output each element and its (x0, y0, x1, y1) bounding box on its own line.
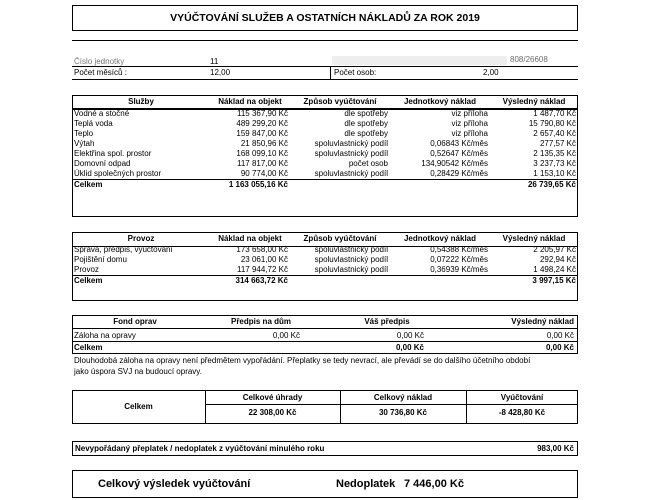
row-method: spoluvlastnický podíl (314, 255, 388, 264)
table-row (72, 159, 578, 169)
row-result: 15 790,80 Kč (528, 119, 576, 128)
result-header: Výsledný náklad (502, 234, 566, 243)
final-kind: Nedoplatek (336, 478, 396, 490)
summary-h2: Celkový náklad (373, 393, 433, 402)
row-result: 2 135,35 Kč (533, 149, 576, 158)
persons-label: Počet osob: (334, 68, 377, 77)
services-table (72, 96, 578, 190)
result-header: Výsledný náklad (502, 97, 566, 106)
table-row (72, 255, 578, 265)
table-row (72, 149, 578, 159)
row-cost: 115 367,90 Kč (236, 109, 288, 118)
row-label: Pojištění domu (74, 255, 127, 264)
row-unit-cost: viz příloha (451, 109, 488, 118)
row-unit-cost: 0,54388 Kč/měs (430, 245, 488, 254)
services-header: Služby (128, 97, 154, 106)
info-vsep-1 (330, 66, 331, 79)
total-cost: 314 663,72 Kč (210, 276, 290, 287)
row-method: spoluvlastnický podíl (314, 265, 388, 274)
services-header-row (72, 96, 578, 109)
yours-header: Váš předpis (364, 317, 410, 326)
summary-mid-line (205, 404, 578, 405)
final-label: Celkový výsledek vyúčtování (98, 478, 251, 490)
repair-total-yours: 0,00 Kč (395, 343, 424, 352)
row-unit-cost: 0,06843 Kč/měs (430, 139, 488, 148)
row-label: Úklid společných prostor (74, 169, 162, 178)
unit-cost-header: Jednotkový náklad (403, 234, 477, 243)
row-cost: 21 850,96 Kč (240, 139, 288, 148)
row-unit-cost: 0,07222 Kč/měs (430, 255, 488, 264)
total-result: 26 739,65 Kč (490, 180, 578, 191)
cost-header: Náklad na objekt (218, 234, 282, 243)
unit-value: 11 (210, 57, 219, 66)
months-value: 12,00 (210, 68, 231, 77)
total-label: Celkem (72, 180, 210, 191)
total-label: Celkem (72, 276, 210, 287)
info-line-1 (72, 66, 578, 67)
operation-header-row (72, 233, 578, 245)
row-label: Výtah (74, 139, 95, 148)
operation-table (72, 233, 578, 286)
row-result: 2 205,97 Kč (533, 245, 576, 254)
table-row (72, 119, 578, 129)
row-unit-cost: viz příloha (451, 129, 488, 138)
services-total-row (72, 180, 578, 191)
row-cost: 90 774,00 Kč (240, 169, 288, 178)
summary-h3: Vyúčtování (500, 393, 544, 402)
repair-fund-header: Fond oprav (113, 317, 157, 326)
total-cost: 1 163 055,16 Kč (210, 180, 290, 191)
row-method: dle spotřeby (344, 109, 388, 118)
result-header: Výsledný náklad (511, 317, 574, 326)
row-label: Provoz (74, 265, 99, 274)
page-title: VYÚČTOVÁNÍ SLUŽEB A OSTATNÍCH NÁKLADŮ ZA ROK 2019 (170, 12, 480, 24)
previous-value: 983,00 Kč (537, 444, 574, 453)
row-cost: 173 658,00 Kč (236, 245, 288, 254)
row-cost: 168 099,10 Kč (236, 149, 288, 158)
row-label: Vodné a stočné (74, 109, 130, 118)
table-row (72, 139, 578, 149)
row-cost: 117 944,72 Kč (236, 265, 288, 274)
months-label: Počet měsíců : (74, 68, 127, 77)
table-row (72, 169, 578, 180)
repair-note-line-1: Dlouhodobá záloha na opravy není předmětem vypořádání. Přeplatky se tedy nevrací, ale převádí se do dalšího účetního období (74, 356, 531, 365)
row-unit-cost: 0,28429 Kč/měs (430, 169, 488, 178)
redaction-middle (332, 56, 507, 65)
repair-total-label: Celkem (74, 343, 103, 352)
table-row (72, 265, 578, 276)
repair-row-yours: 0,00 Kč (396, 331, 424, 340)
row-result: 292,94 Kč (539, 255, 576, 264)
row-cost: 117 817,00 Kč (236, 159, 288, 168)
repair-total-result: 0,00 Kč (545, 343, 574, 352)
total-result: 3 997,15 Kč (490, 276, 578, 287)
operation-header-line (72, 246, 578, 247)
row-label: Správa, předpis, vyúčtování (74, 245, 173, 254)
row-result: 277,57 Kč (539, 139, 576, 148)
row-method: počet osob (348, 159, 388, 168)
summary-h1: Celkové úhrady (242, 393, 303, 402)
repair-total-line (72, 341, 578, 342)
row-result: 1 498,24 Kč (533, 265, 576, 274)
unit-cost-header: Jednotkový náklad (403, 97, 477, 106)
cost-header: Náklad na objekt (218, 97, 282, 106)
row-method: spoluvlastnický podíl (314, 169, 388, 178)
ref-value: 808/26608 (510, 55, 548, 64)
row-result: 3 237,73 Kč (533, 159, 576, 168)
row-result: 1 487,70 Kč (533, 109, 576, 118)
repair-header-line (72, 328, 578, 329)
repair-row-plan: 0,00 Kč (272, 331, 300, 340)
row-cost: 159 847,00 Kč (236, 129, 288, 138)
operation-header: Provoz (127, 234, 155, 243)
row-unit-cost: 134,90542 Kč/měs (421, 159, 488, 168)
operation-total-row (72, 276, 578, 287)
method-header: Způsob vyúčtování (303, 97, 377, 106)
repair-row-result: 0,00 Kč (546, 331, 574, 340)
row-cost: 23 061,00 Kč (240, 255, 288, 264)
row-label: Domovní odpad (74, 159, 131, 168)
redaction-bar (72, 41, 578, 55)
row-result: 2 657,40 Kč (533, 129, 576, 138)
row-unit-cost: 0,52647 Kč/měs (430, 149, 488, 158)
table-row (72, 129, 578, 139)
row-unit-cost: 0,36939 Kč/měs (430, 265, 488, 274)
summary-v3: -8 428,80 Kč (498, 408, 546, 417)
final-value: 7 446,00 Kč (404, 478, 464, 490)
plan-header: Předpis na dům (230, 317, 291, 326)
row-method: spoluvlastnický podíl (314, 245, 388, 254)
previous-label: Nevypořádaný přeplatek / nedoplatek z vyúčtování minulého roku (75, 444, 325, 453)
row-method: spoluvlastnický podíl (314, 139, 388, 148)
row-label: Teplá voda (74, 119, 113, 128)
method-header: Způsob vyúčtování (303, 234, 377, 243)
services-header-line (72, 109, 578, 110)
table-row (72, 109, 578, 120)
persons-value: 2,00 (483, 68, 499, 77)
row-label: Elektřina spol. prostor (74, 149, 152, 158)
row-cost: 489 299,20 Kč (236, 119, 288, 128)
unit-label: Číslo jednotky (74, 57, 125, 66)
row-method: dle spotřeby (344, 119, 388, 128)
repair-row-label: Záloha na opravy (74, 331, 136, 340)
summary-label: Celkem (124, 402, 153, 411)
summary-v2: 30 736,80 Kč (378, 408, 428, 417)
info-line-2 (72, 79, 578, 80)
summary-v1: 22 308,00 Kč (248, 408, 297, 417)
row-method: dle spotřeby (344, 129, 388, 138)
repair-note-line-2: jako úspora SVJ na budoucí opravy. (74, 367, 202, 376)
row-unit-cost: viz příloha (451, 119, 488, 128)
row-result: 1 153,10 Kč (533, 169, 576, 178)
row-label: Teplo (74, 129, 94, 138)
row-method: spoluvlastnický podíl (314, 149, 388, 158)
